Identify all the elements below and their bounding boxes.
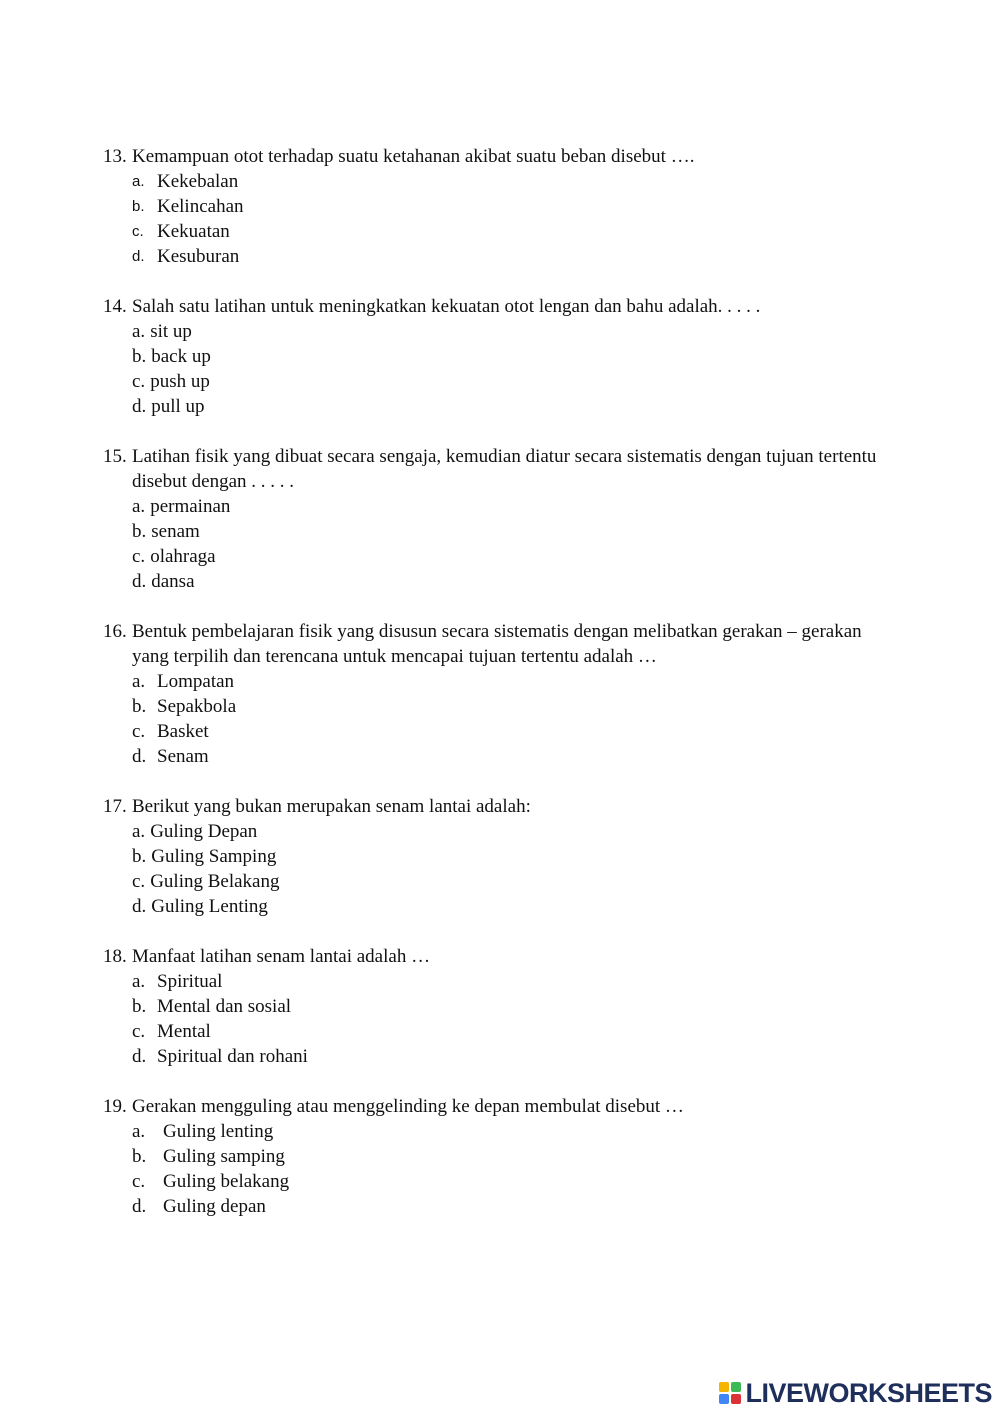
question-text: Latihan fisik yang dibuat secara sengaja, kemudian diatur secara sistematis dengan tujuan tertentu disebut dengan . . . . .: [132, 446, 877, 492]
question-5: [103, 794, 883, 919]
option-text: Kekuatan: [157, 221, 230, 242]
question-stem: [103, 444, 883, 494]
option-text: Spiritual dan rohani: [157, 1046, 308, 1067]
question-number: 14.: [103, 296, 127, 317]
option-text: Senam: [157, 746, 209, 767]
option-letter: c.: [132, 1021, 146, 1042]
option-letter: a.: [132, 821, 146, 842]
answer-option-b[interactable]: [132, 519, 883, 544]
answer-options: [132, 969, 883, 1069]
option-letter: c.: [132, 371, 146, 392]
option-text: Spiritual: [157, 971, 223, 992]
option-text: Kelincahan: [157, 196, 244, 217]
option-letter: a.: [132, 321, 146, 342]
option-letter: b.: [132, 346, 147, 367]
logo-mark-square: [719, 1382, 729, 1392]
option-text: senam: [151, 521, 200, 542]
option-text: pull up: [151, 396, 205, 417]
answer-option-a[interactable]: [132, 319, 883, 344]
answer-options: [132, 1119, 883, 1219]
question-stem: [103, 944, 883, 969]
question-2: [103, 294, 883, 419]
answer-options: [132, 494, 883, 594]
answer-option-a[interactable]: [132, 669, 883, 694]
answer-option-c[interactable]: [132, 219, 883, 244]
option-text: Sepakbola: [157, 696, 237, 717]
question-3: [103, 444, 883, 594]
question-text: Bentuk pembelajaran fisik yang disusun secara sistematis dengan melibatkan gerakan – gerakan yang terpilih dan terencana untuk mencapai tujuan tertentu adalah …: [132, 621, 862, 667]
answer-options: [132, 319, 883, 419]
option-letter: b.: [132, 198, 145, 215]
option-letter: d.: [132, 746, 147, 767]
answer-option-d[interactable]: [132, 1194, 883, 1219]
question-number: 15.: [103, 446, 127, 467]
question-number: 17.: [103, 796, 127, 817]
answer-option-b[interactable]: [132, 844, 883, 869]
option-letter: d.: [132, 896, 147, 917]
answer-option-a[interactable]: [132, 494, 883, 519]
answer-option-d[interactable]: [132, 394, 883, 419]
option-text: permainan: [150, 496, 231, 517]
option-letter: d.: [132, 1196, 147, 1217]
option-text: Kesuburan: [157, 246, 240, 267]
option-letter: a.: [132, 1121, 146, 1142]
option-text: Guling Belakang: [150, 871, 280, 892]
option-letter: a.: [132, 971, 146, 992]
option-letter: b.: [132, 696, 147, 717]
option-letter: b.: [132, 521, 147, 542]
option-letter: d.: [132, 1046, 147, 1067]
question-4: [103, 619, 883, 769]
option-text: Lompatan: [157, 671, 235, 692]
answer-option-b[interactable]: [132, 194, 883, 219]
liveworksheets-logo-icon: [719, 1382, 741, 1404]
answer-options: [132, 819, 883, 919]
option-text: sit up: [150, 321, 192, 342]
option-letter: c.: [132, 223, 144, 240]
question-stem: [103, 144, 883, 169]
question-number: 19.: [103, 1096, 127, 1117]
option-letter: b.: [132, 1146, 147, 1167]
question-6: [103, 944, 883, 1069]
option-text: push up: [150, 371, 210, 392]
option-text: Guling Samping: [151, 846, 277, 867]
option-text: Guling belakang: [163, 1171, 290, 1192]
option-text: Mental: [157, 1021, 211, 1042]
option-letter: a.: [132, 671, 146, 692]
option-letter: c.: [132, 871, 146, 892]
option-letter: a.: [132, 496, 146, 517]
question-text: Berikut yang bukan merupakan senam lantai adalah:: [132, 796, 531, 817]
answer-option-a[interactable]: [132, 169, 883, 194]
option-letter: c.: [132, 1171, 146, 1192]
question-1: [103, 144, 883, 269]
answer-option-c[interactable]: [132, 719, 883, 744]
answer-option-d[interactable]: [132, 1044, 883, 1069]
option-letter: c.: [132, 721, 146, 742]
answer-option-b[interactable]: [132, 994, 883, 1019]
answer-options: [132, 169, 883, 269]
answer-option-b[interactable]: [132, 344, 883, 369]
answer-option-a[interactable]: [132, 969, 883, 994]
option-letter: c.: [132, 546, 146, 567]
answer-option-c[interactable]: [132, 1019, 883, 1044]
answer-option-d[interactable]: [132, 244, 883, 269]
option-letter: b.: [132, 996, 147, 1017]
option-text: Basket: [157, 721, 209, 742]
option-letter: a.: [132, 173, 145, 190]
option-text: olahraga: [150, 546, 216, 567]
answer-option-a[interactable]: [132, 819, 883, 844]
answer-option-d[interactable]: [132, 894, 883, 919]
option-text: Guling lenting: [163, 1121, 274, 1142]
question-stem: [103, 1094, 883, 1119]
question-text: Manfaat latihan senam lantai adalah …: [132, 946, 431, 967]
answer-option-b[interactable]: [132, 1144, 883, 1169]
question-text: Salah satu latihan untuk meningkatkan kekuatan otot lengan dan bahu adalah. . . . .: [132, 296, 761, 317]
answer-option-b[interactable]: [132, 694, 883, 719]
option-letter: d.: [132, 571, 147, 592]
question-number: 18.: [103, 946, 127, 967]
question-number: 16.: [103, 621, 127, 642]
question-list: [103, 144, 883, 1244]
option-letter: b.: [132, 846, 147, 867]
logo-mark-square: [719, 1394, 729, 1404]
option-text: Kekebalan: [157, 171, 239, 192]
option-letter: d.: [132, 248, 145, 265]
logo-mark-square: [731, 1394, 741, 1404]
liveworksheets-logo: [719, 1379, 992, 1407]
question-text: Gerakan mengguling atau menggelinding ke depan membulat disebut …: [132, 1096, 684, 1117]
logo-mark-square: [731, 1382, 741, 1392]
question-7: [103, 1094, 883, 1219]
option-text: Guling Lenting: [151, 896, 268, 917]
option-letter: d.: [132, 396, 147, 417]
option-text: Guling depan: [163, 1196, 266, 1217]
answer-option-d[interactable]: [132, 569, 883, 594]
question-stem: [103, 619, 883, 669]
answer-option-c[interactable]: [132, 1169, 883, 1194]
question-stem: [103, 294, 883, 319]
option-text: Guling samping: [163, 1146, 285, 1167]
option-text: Mental dan sosial: [157, 996, 292, 1017]
answer-option-a[interactable]: [132, 1119, 883, 1144]
question-number: 13.: [103, 146, 127, 167]
logo-text: LIVEWORKSHEETS: [745, 1377, 992, 1408]
question-stem: [103, 794, 883, 819]
answer-option-c[interactable]: [132, 869, 883, 894]
answer-option-c[interactable]: [132, 369, 883, 394]
answer-option-d[interactable]: [132, 744, 883, 769]
option-text: dansa: [151, 571, 195, 592]
question-text: Kemampuan otot terhadap suatu ketahanan akibat suatu beban disebut ….: [132, 146, 695, 167]
answer-option-c[interactable]: [132, 544, 883, 569]
option-text: Guling Depan: [150, 821, 258, 842]
answer-options: [132, 669, 883, 769]
option-text: back up: [151, 346, 211, 367]
